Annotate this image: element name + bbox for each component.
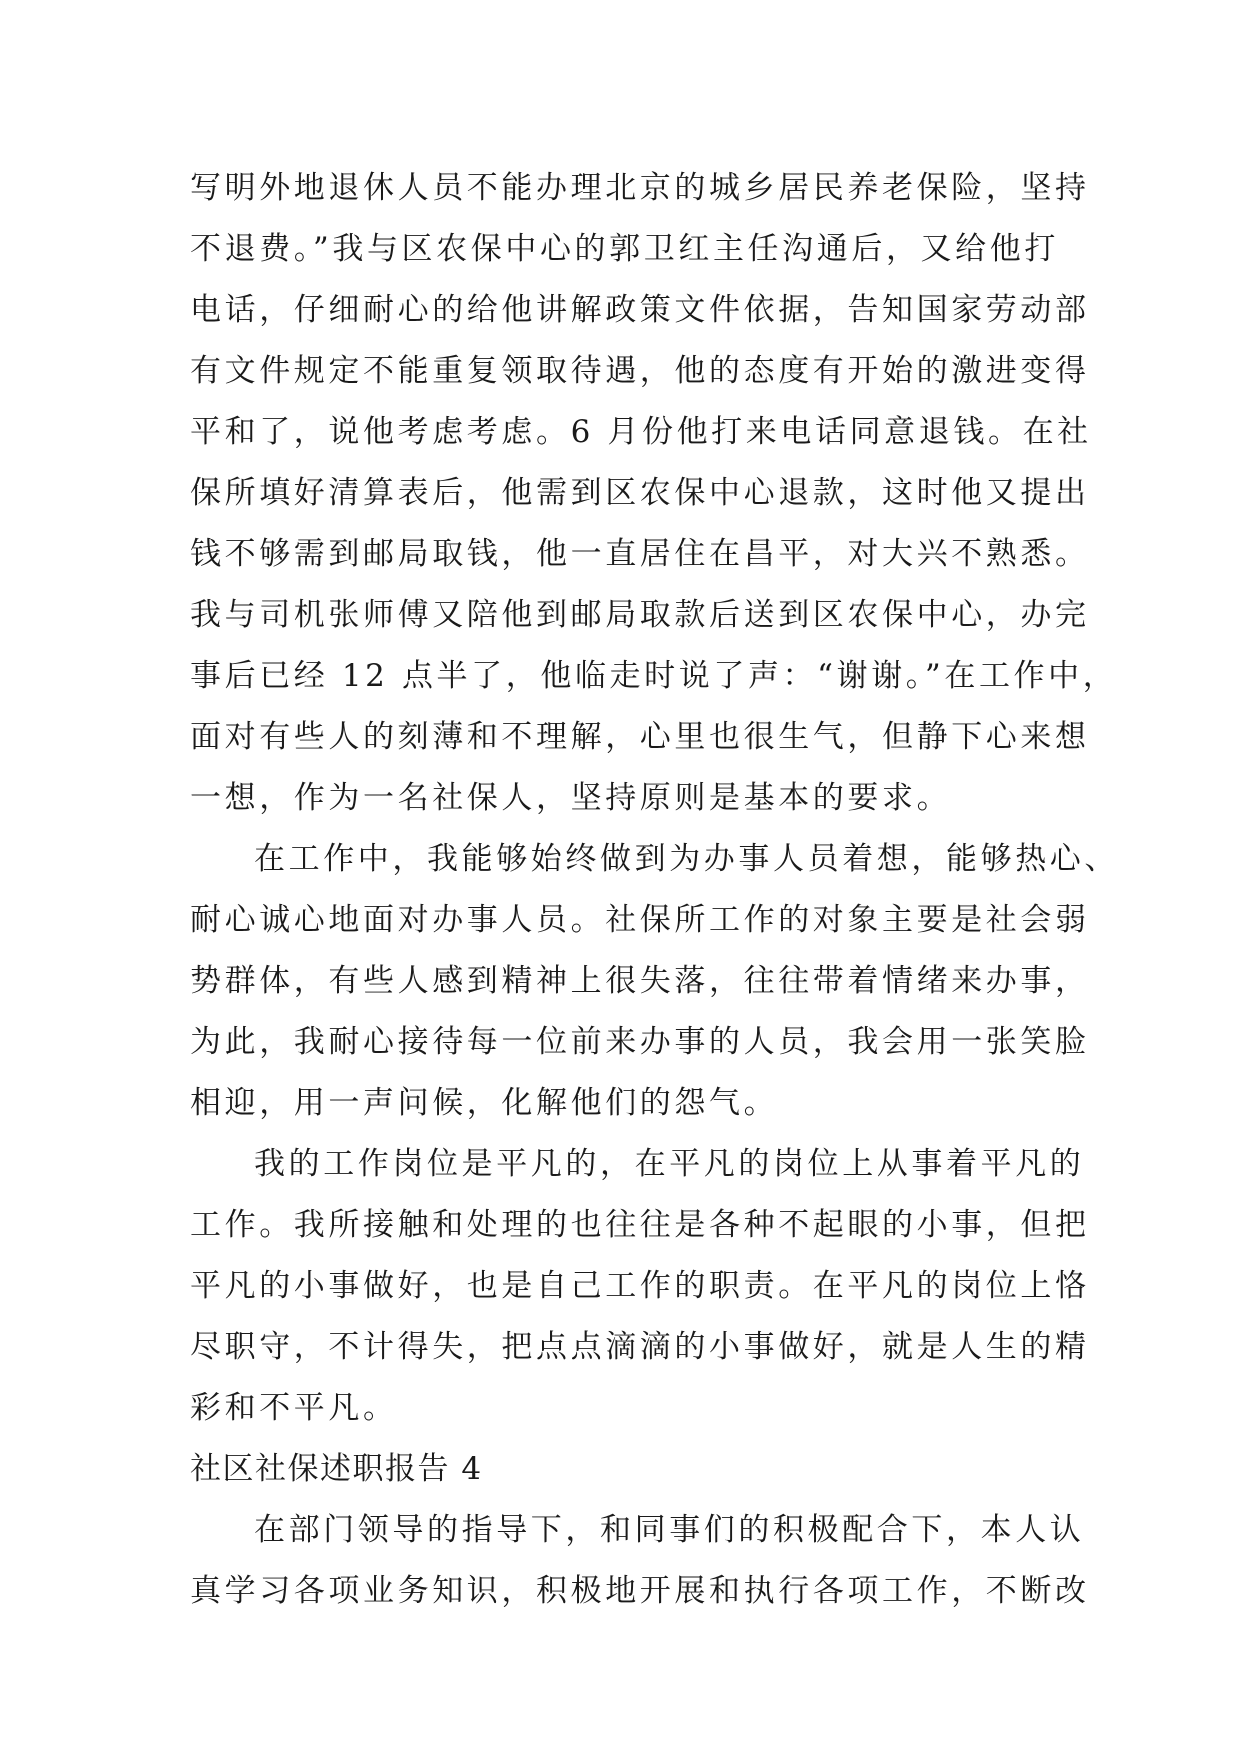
text-line: 电话，仔细耐心的给他讲解政策文件依据，告知国家劳动部: [190, 292, 1090, 328]
text-line: 势群体，有些人感到精神上很失落，往往带着情绪来办事，: [190, 963, 1090, 999]
section-heading: 社区社保述职报告 4: [190, 1451, 483, 1487]
text-line: 真学习各项业务知识，积极地开展和执行各项工作，不断改: [190, 1573, 1090, 1609]
text-line: 耐心诚心地面对办事人员。社保所工作的对象主要是社会弱: [190, 902, 1090, 938]
text-line: 钱不够需到邮局取钱，他一直居住在昌平，对大兴不熟悉。: [190, 536, 1090, 572]
text-line: 尽职守，不计得失，把点点滴滴的小事做好，就是人生的精: [190, 1329, 1090, 1365]
text-line: 写明外地退休人员不能办理北京的城乡居民养老保险，坚持: [190, 170, 1090, 206]
text-line: 彩和不平凡。: [190, 1390, 398, 1426]
paragraph-first-line: 在工作中，我能够始终做到为办事人员着想，能够热心、: [254, 841, 1119, 877]
document-page: [190, 158, 1119, 1622]
text-line: 相迎，用一声问候，化解他们的怨气。: [190, 1085, 779, 1121]
text-line: 工作。我所接触和处理的也往往是各种不起眼的小事，但把: [190, 1207, 1090, 1243]
text-line: 保所填好清算表后，他需到区农保中心退款，这时他又提出: [190, 475, 1090, 511]
text-line: 事后已经 12 点半了，他临走时说了声：“谢谢。”在工作中，: [190, 658, 1118, 694]
text-line: 为此，我耐心接待每一位前来办事的人员，我会用一张笑脸: [190, 1024, 1090, 1060]
text-line: 有文件规定不能重复领取待遇，他的态度有开始的激进变得: [190, 353, 1090, 389]
text-line: 不退费。”我与区农保中心的郭卫红主任沟通后，又给他打: [190, 231, 1059, 267]
text-line: 面对有些人的刻薄和不理解，心里也很生气，但静下心来想: [190, 719, 1090, 755]
paragraph-first-line: 我的工作岗位是平凡的，在平凡的岗位上从事着平凡的: [254, 1146, 1085, 1182]
text-line: 平凡的小事做好，也是自己工作的职责。在平凡的岗位上恪: [190, 1268, 1090, 1304]
text-line: 我与司机张师傅又陪他到邮局取款后送到区农保中心，办完: [190, 597, 1090, 633]
paragraph-first-line: 在部门领导的指导下，和同事们的积极配合下，本人认: [254, 1512, 1085, 1548]
text-line: 平和了，说他考虑考虑。6 月份他打来电话同意退钱。在社: [190, 414, 1092, 450]
text-line: 一想，作为一名社保人，坚持原则是基本的要求。: [190, 780, 952, 816]
